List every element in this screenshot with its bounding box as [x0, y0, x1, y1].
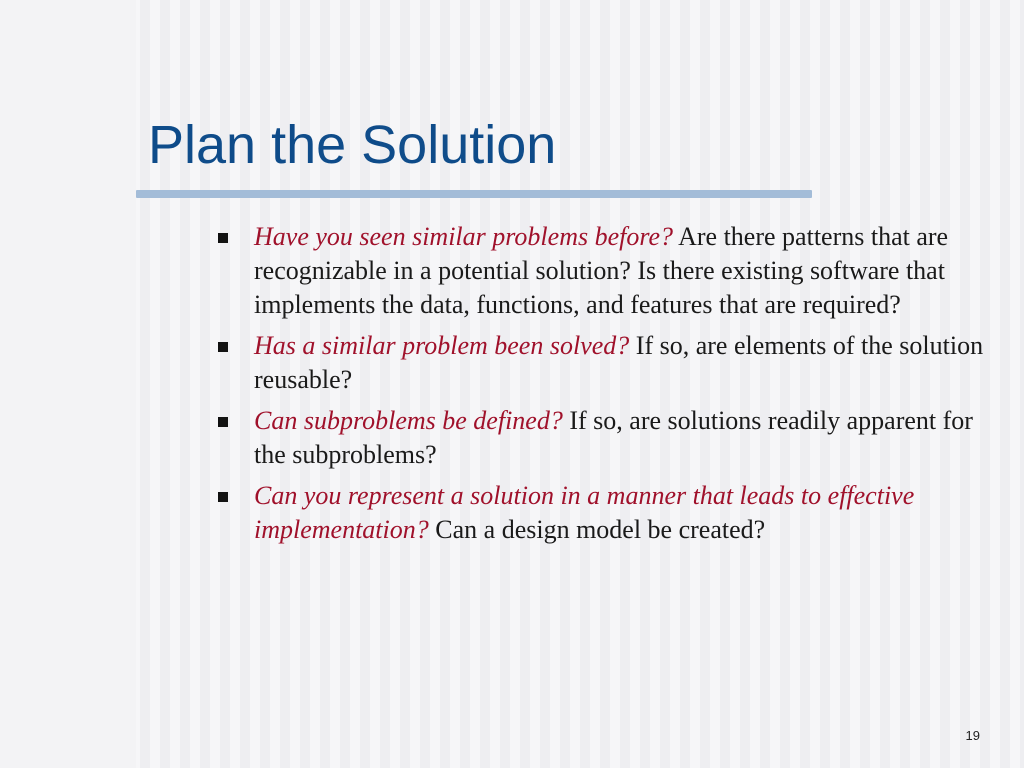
title-underline: [136, 190, 812, 198]
square-bullet-icon: [218, 492, 228, 502]
bullet-question: Has a similar problem been solved?: [254, 331, 630, 360]
bullet-text: Are there patterns that are recognizable in a potential solution? Is there existing software that implements the data, functions, and features that are required?: [254, 222, 949, 319]
bullet-item: [212, 479, 992, 547]
square-bullet-icon: [218, 417, 228, 427]
bullet-text: If so, are elements of the solution reusable?: [254, 331, 984, 394]
bullet-text: If so, are solutions readily apparent for the subproblems?: [254, 406, 973, 469]
bullet-text: Can a design model be created?: [428, 515, 766, 544]
square-bullet-icon: [218, 233, 228, 243]
bullet-question: Can subproblems be defined?: [254, 406, 563, 435]
bullet-question: Have you seen similar problems before?: [254, 222, 674, 251]
page-number: 19: [965, 728, 980, 743]
bullet-list: [212, 220, 992, 554]
bullet-item: [212, 329, 992, 397]
bullet-question: Can you represent a solution in a manner that leads to effective implementation?: [254, 481, 915, 544]
slide-left-band: [0, 0, 136, 768]
slide-title: Plan the Solution: [148, 115, 557, 175]
bullet-item: [212, 220, 992, 322]
square-bullet-icon: [218, 342, 228, 352]
bullet-item: [212, 404, 992, 472]
